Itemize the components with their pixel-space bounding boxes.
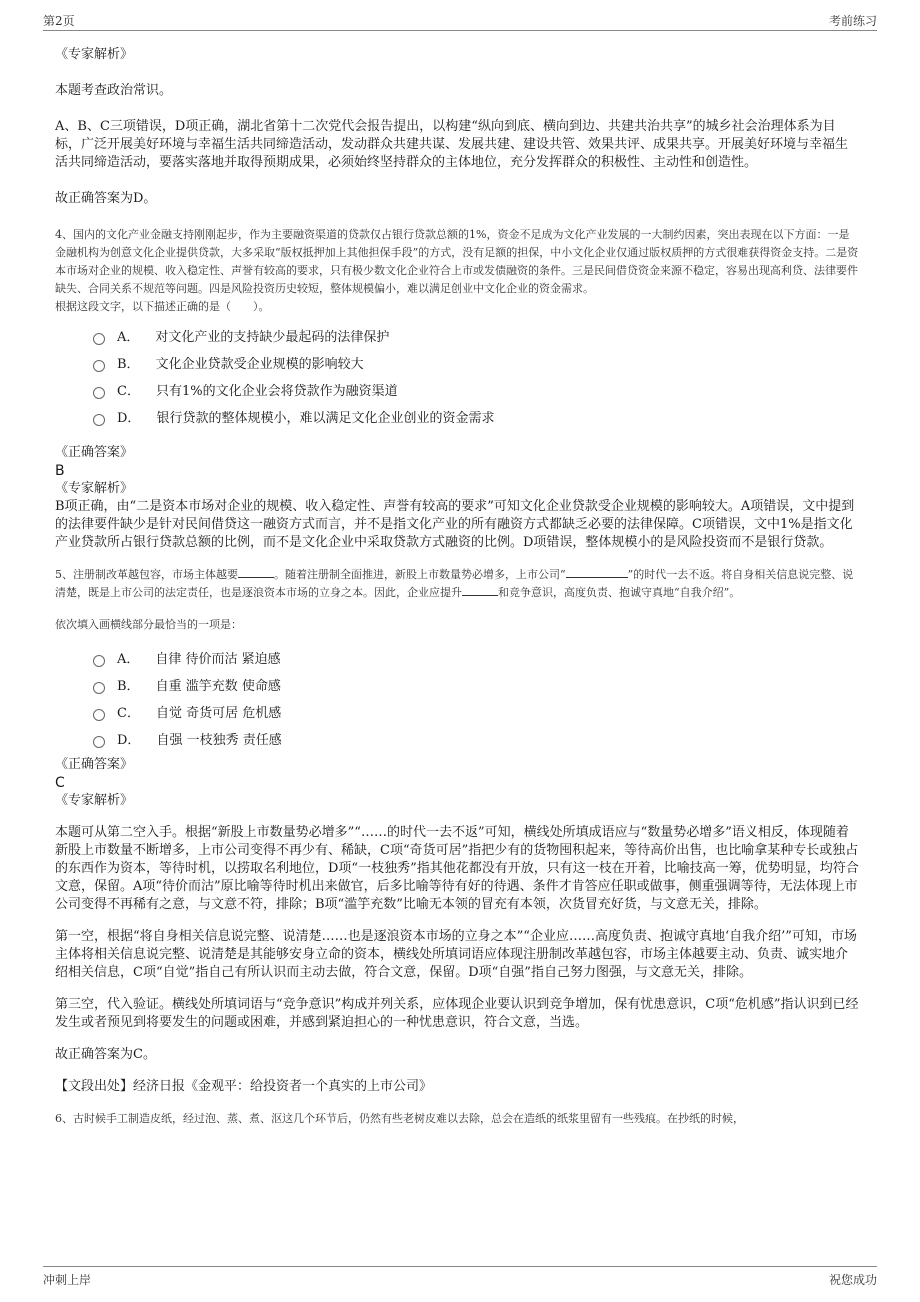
radio-icon[interactable] xyxy=(93,333,105,345)
option-letter: A． xyxy=(117,330,140,345)
q5-analysis-p3: 第三空，代入验证。横线处所填词语与“竞争意识”构成并列关系，应体现企业要认识到竞争增加，保有忧患意识，C项“危机感”指认识到已经发生或者预见到将要发生的问题或困难，并感到紧迫担心的一种忧患意识，符合文意，当选。 xyxy=(55,997,859,1030)
q5-stem-part-c: ”的时代一去不返。将自身相关信息说完整、说清楚，既是上市公司的法定责任，也是逐浪资本市场的立身之本。因此，企业应提升 xyxy=(55,568,854,599)
q4-analysis-tag: 《专家解析》 xyxy=(55,481,134,496)
page-number: 第2页 xyxy=(43,14,75,28)
option-text: 自强 一枝独秀 责任感 xyxy=(156,733,282,748)
q3-analysis-p1: 本题考查政治常识。 xyxy=(55,83,173,98)
page-footer xyxy=(43,1271,877,1288)
q5-option-a[interactable] xyxy=(93,644,860,671)
q5-source-label: 【文段出处】 xyxy=(55,1079,134,1094)
option-text: 银行贷款的整体规模小，难以满足文化企业创业的资金需求 xyxy=(156,411,495,426)
radio-icon[interactable] xyxy=(93,709,105,721)
footer-right: 祝您成功 xyxy=(828,1273,877,1287)
radio-icon[interactable] xyxy=(93,736,105,748)
q5-stem-part-a: 5、注册制改革越包容，市场主体越要 xyxy=(55,568,238,581)
q6-stem: 6、古时候手工制造皮纸，经过泡、蒸、煮、沤这几个环节后，仍然有些老树皮难以去除，总会在造纸的纸浆里留有一些残痕。在抄纸的时候， xyxy=(55,1112,744,1125)
q4-question: 根据这段文字，以下描述正确的是（ ）。 xyxy=(55,300,270,313)
q3-analysis-p2: A、B、C三项错误，D项正确，湖北省第十二次党代会报告提出，以构建“纵向到底、横向到边、共建共治共享”的城乡社会治理体系为目标，广泛开展美好环境与幸福生活共同缔造活动，发动群众共建共谋、发展共建、建设共管、效果共评、成果共享。开展美好环境与幸福生活共同缔造活动，要落实落地并取得预期成果，必须始终坚持群众的主体地位，充分发挥群众的积极性、主动性和创造性。 xyxy=(55,119,849,170)
q4-options xyxy=(93,322,860,430)
q3-analysis-p3: 故正确答案为D。 xyxy=(55,191,157,206)
q5-analysis-p4: 故正确答案为C。 xyxy=(55,1047,156,1062)
q5-stem-part-d: 和竞争意识，高度负责、抱诚守真地“自我介绍”。 xyxy=(498,586,741,599)
document-body xyxy=(55,38,860,1128)
header-divider xyxy=(43,30,877,31)
option-text: 文化企业贷款受企业规模的影响较大 xyxy=(155,357,364,372)
option-letter: B． xyxy=(117,357,140,372)
option-letter: D． xyxy=(117,411,141,426)
q5-blank-1 xyxy=(238,566,274,578)
q5-answer-tag: 《正确答案》 xyxy=(55,757,134,772)
option-text: 只有1%的文化企业会将贷款作为融资渠道 xyxy=(155,384,398,399)
option-letter: D． xyxy=(117,733,141,748)
footer-divider xyxy=(43,1266,877,1267)
header-title: 考前练习 xyxy=(828,14,877,28)
q5-question: 依次填入画横线部分最恰当的一项是： xyxy=(55,618,242,631)
option-letter: B． xyxy=(117,679,140,694)
q5-options xyxy=(93,644,860,752)
q5-analysis-p1: 本题可从第二空入手。根据“新股上市数量势必增多”“……的时代一去不返”可知，横线处所填成语应与“数量势必增多”语义相反，体现随着新股上市数量不断增多，上市公司变得不再少有、稀缺，C项“奇货可居”指把少有的货物囤积起来，等待高价出售，也比喻拿某种专长或独占的东西作为资本，等待时机，以捞取名利地位，D项“一枝独秀”指其他花都没有开放，只有这一枝在开着，比喻技高一筹，优势明显，均符合文意，保留。A项“待价而沽”原比喻等待时机出来做官，后多比喻等待有好的待遇、条件才肯答应任职或做事，侧重强调等待，无法体现上市公司变得不再稀有之意，与文意不符，排除；B项“滥竽充数”比喻无本领的冒充有本领，次货冒充好货，与文意无关，排除。 xyxy=(55,825,859,912)
radio-icon[interactable] xyxy=(93,655,105,667)
option-text: 自觉 奇货可居 危机感 xyxy=(155,706,282,721)
q5-analysis-p2: 第一空，根据“将自身相关信息说完整、说清楚……也是逐浪资本市场的立身之本”“企业应……高度负责、抱诚守真地‘自我介绍’”可知，市场主体将相关信息说完整、说清楚是其能够安身立命的资本，横线处所填词语应体现注册制改革越包容，市场主体越要主动、负责、诚实地介绍相关信息，C项“自觉”指自己有所认识而主动去做，符合文意，保留。D项“自强”指自己努力图强，与文意无关，排除。 xyxy=(55,929,857,980)
page-header xyxy=(43,12,877,29)
footer-left: 冲刺上岸 xyxy=(43,1273,92,1287)
radio-icon[interactable] xyxy=(93,414,105,426)
option-text: 对文化产业的支持缺少最起码的法律保护 xyxy=(155,330,390,345)
q4-analysis: B项正确，由“二是资本市场对企业的规模、收入稳定性、声誉有较高的要求”可知文化企业贷款受企业规模的影响较大。A项错误，文中提到的法律要件缺少是针对民间借贷这一融资方式而言，并不是指文化产业的所有融资方式都缺乏必要的法律保障。C项错误，文中1%是指文化产业贷款所占银行贷款总额的比例，而不是文化企业中采取贷款方式融资的比例。D项错误，整体规模小的是风险投资而不是银行贷款。 xyxy=(55,499,855,550)
q5-option-b[interactable] xyxy=(93,671,860,698)
q5-answer: C xyxy=(55,775,65,791)
q5-analysis-tag: 《专家解析》 xyxy=(55,793,134,808)
q5-stem-part-b: 。随着注册制全面推进，新股上市数量势必增多，上市公司“ xyxy=(274,568,566,581)
q5-option-c[interactable] xyxy=(93,698,860,725)
q4-option-d[interactable] xyxy=(93,403,860,430)
q5-source xyxy=(55,1078,860,1096)
q4-option-b[interactable] xyxy=(93,349,860,376)
option-letter: A． xyxy=(117,652,140,667)
q4-option-a[interactable] xyxy=(93,322,860,349)
q5-blank-2 xyxy=(566,566,628,578)
q4-answer-tag: 《正确答案》 xyxy=(55,445,134,460)
option-letter: C． xyxy=(117,706,140,721)
q4-option-c[interactable] xyxy=(93,376,860,403)
q3-analysis-tag: 《专家解析》 xyxy=(55,47,134,62)
option-text: 自律 待价而沽 紧迫感 xyxy=(155,652,281,667)
q5-option-d[interactable] xyxy=(93,725,860,752)
radio-icon[interactable] xyxy=(93,682,105,694)
q5-stem xyxy=(55,566,860,602)
q5-source-text: 经济日报《金观平：给投资者一个真实的上市公司》 xyxy=(133,1079,433,1094)
radio-icon[interactable] xyxy=(93,387,105,399)
q4-stem: 4、国内的文化产业金融支持刚刚起步，作为主要融资渠道的贷款仅占银行贷款总额的1%，资金不足成为文化产业发展的一大制约因素，突出表现在以下方面：一是金融机构为创意文化企业提供贷款，大多采取“版权抵押加上其他担保手段”的方式，没有足额的担保，中小文化企业仅通过版权质押的方式很难获得资金支持。二是资本市场对企业的规模、收入稳定性、声誉有较高的要求，只有极少数文化企业符合上市或发债融资的条件。三是民间借贷资金来源不稳定，容易出现高利贷、法律要件缺失、合同关系不规范等问题。四是风险投资历史较短，整体规模偏小，难以满足创业中文化企业的资金需求。 xyxy=(55,228,859,295)
option-text: 自重 滥竽充数 使命感 xyxy=(155,679,281,694)
q4-answer: B xyxy=(55,463,65,479)
q5-blank-3 xyxy=(462,584,498,596)
radio-icon[interactable] xyxy=(93,360,105,372)
option-letter: C． xyxy=(117,384,140,399)
